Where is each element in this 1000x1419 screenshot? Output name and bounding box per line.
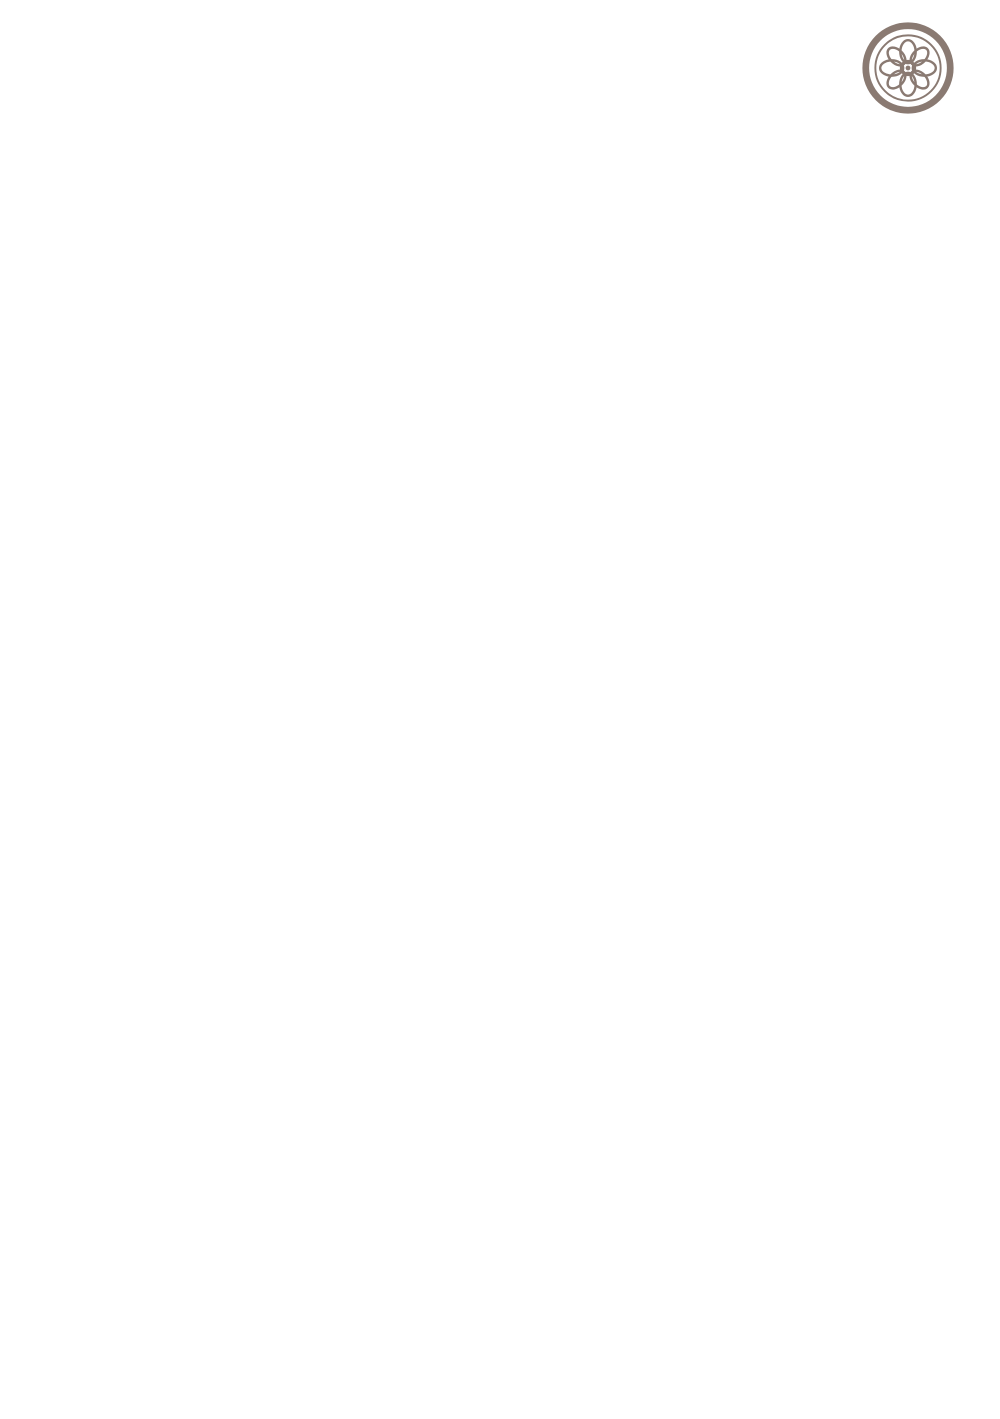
lotus-emblem-icon: [860, 20, 956, 116]
